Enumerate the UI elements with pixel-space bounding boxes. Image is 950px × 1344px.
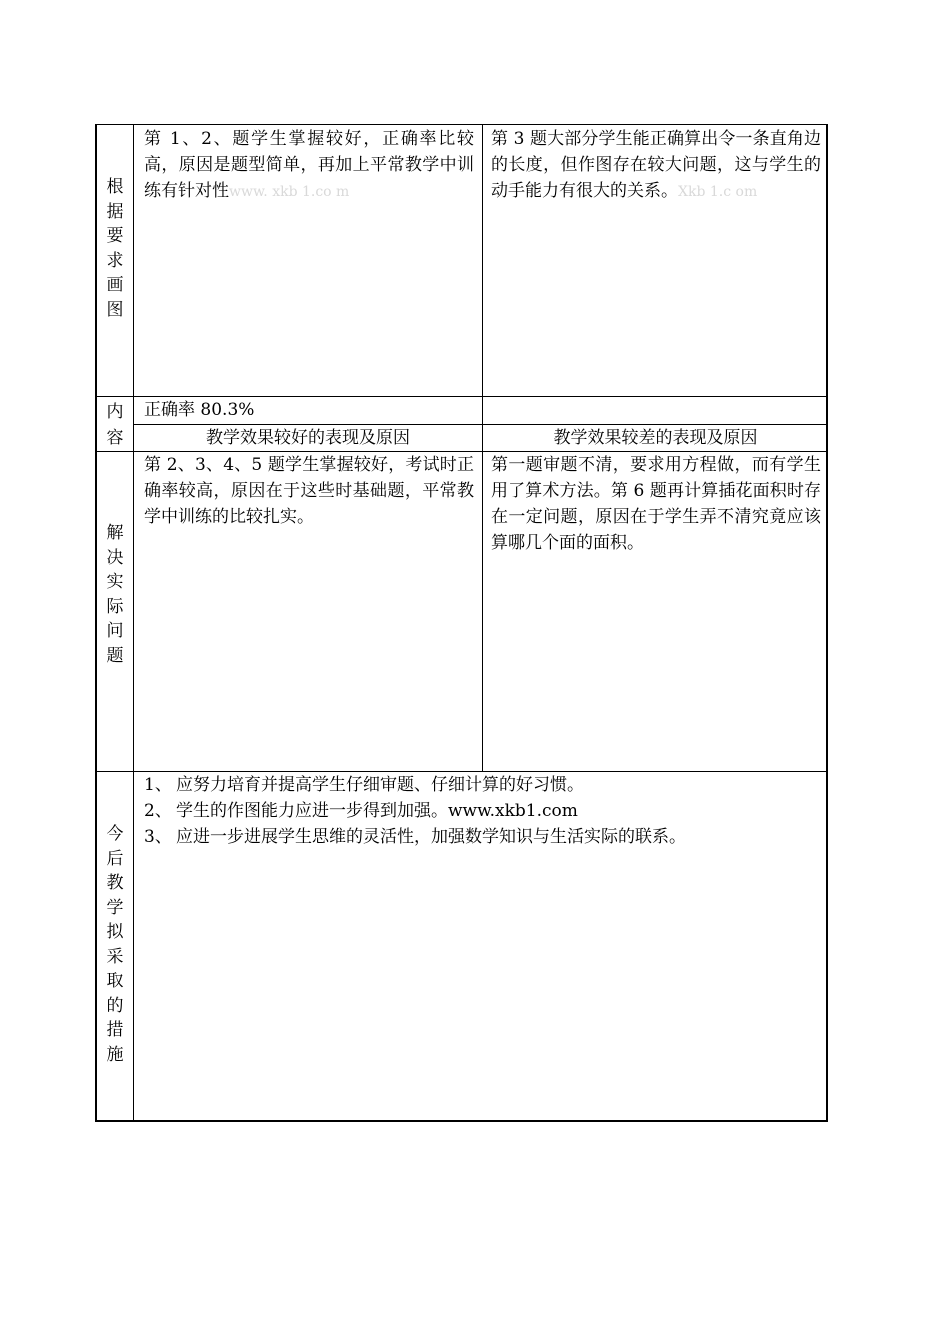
evaluation-table bbox=[95, 124, 828, 1122]
accuracy-text: 正确率 80.3% bbox=[144, 400, 255, 420]
row-label-drawing: 根 据 要 求 画 图 bbox=[106, 177, 124, 320]
row-label-measures: 今 后 教 学 拟 采 取 的 措 施 bbox=[106, 824, 124, 1065]
drawing-bad-cell bbox=[491, 126, 821, 204]
drawing-good-text: 第 1、2、题学生掌握较好，正确率比较高，原因是题型简单，再加上平常教学中训练有针对性 bbox=[144, 129, 474, 201]
list-item: 3、 应进一步进展学生思维的灵活性，加强数学知识与生活实际的联系。 bbox=[144, 827, 686, 847]
measures-list bbox=[144, 772, 824, 850]
watermark-text: Xkb 1.c om bbox=[678, 184, 758, 200]
practical-good-text: 第 2、3、4、5 题学生掌握较好，考试时正确率较高，原因在于这些时基础题，平常教学中训练的比较扎实。 bbox=[144, 455, 474, 527]
label-column-divider bbox=[133, 125, 134, 1121]
row-label-content: 内 容 bbox=[106, 402, 124, 448]
watermark-text: www. xkb 1.co m bbox=[229, 184, 350, 200]
list-item: 1、 应努力培育并提高学生仔细审题、仔细计算的好习惯。 bbox=[144, 775, 584, 795]
drawing-bad-text: 第 3 题大部分学生能正确算出令一条直角边的长度，但作图存在较大问题，这与学生的动手能力有很大的关系。 bbox=[491, 129, 821, 201]
header-bad: 教学效果较差的表现及原因 bbox=[553, 428, 758, 448]
header-good: 教学效果较好的表现及原因 bbox=[206, 428, 410, 448]
list-item: 2、 学生的作图能力应进一步得到加强。www.xkb1.com bbox=[144, 801, 578, 821]
row-label-practical: 解 决 实 际 问 题 bbox=[106, 523, 124, 666]
drawing-good-cell bbox=[144, 126, 474, 205]
practical-bad-text: 第一题审题不清，要求用方程做，而有学生用了算术方法。第 6 题再计算插花面积时存在一定问题，原因在于学生弄不清究竟应该算哪几个面的面积。 bbox=[491, 455, 821, 553]
measures-cell bbox=[144, 772, 824, 850]
